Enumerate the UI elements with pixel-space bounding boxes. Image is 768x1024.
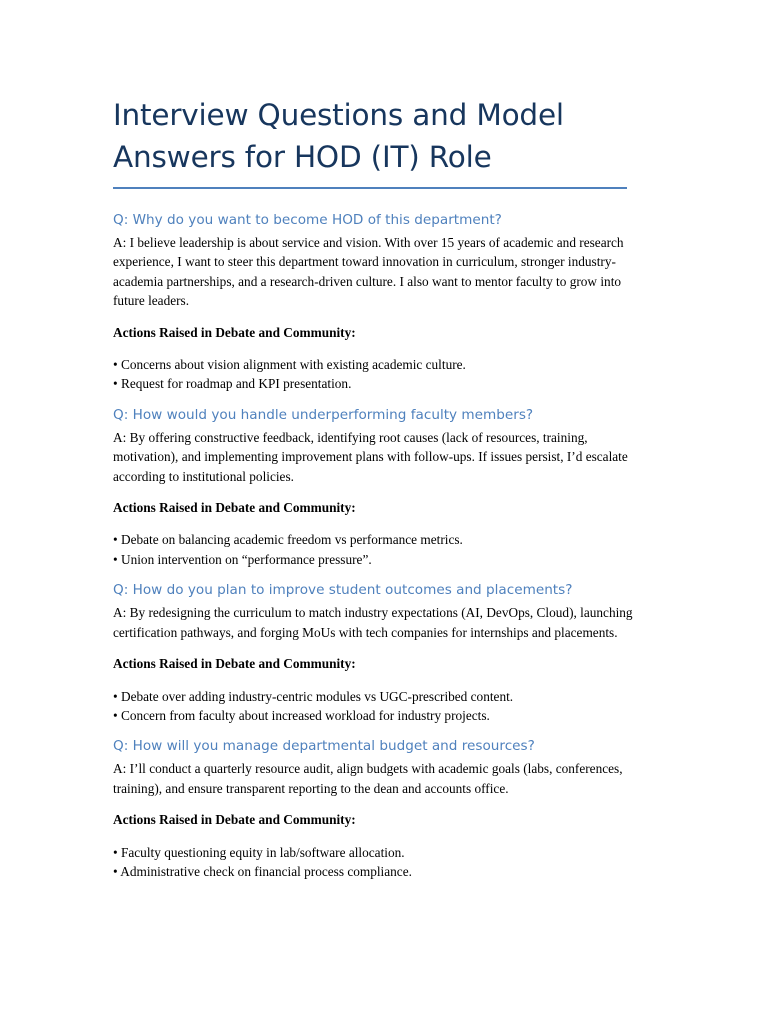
qa-section-1 [113,210,633,394]
answer-text: A: I believe leadership is about service and vision. With over 15 years of academic and research experience, I want to steer this department toward innovation in curriculum, stronger industry-academia partnerships, and a research-driven culture. I also want to mentor faculty to grow into future leaders. [113,235,624,309]
bullet-item: • Faculty questioning equity in lab/software allocation. [113,844,405,860]
question-heading: Q: How would you handle underperforming faculty members? [113,406,534,423]
bullet-item: • Debate over adding industry-centric modules vs UGC-prescribed content. [113,688,514,704]
question-heading: Q: How will you manage departmental budget and resources? [113,738,535,755]
actions-heading: Actions Raised in Debate and Community: [113,324,356,340]
actions-heading: Actions Raised in Debate and Community: [113,500,356,516]
title-line-1: Interview Questions and Model [113,98,564,132]
bullet-item: • Concern from faculty about increased workload for industry projects. [113,707,490,723]
bullet-item: • Union intervention on “performance pressure”. [113,551,372,567]
qa-section-4 [113,736,633,881]
bullet-item: • Concerns about vision alignment with existing academic culture. [113,357,466,373]
actions-heading: Actions Raised in Debate and Community: [113,812,356,828]
qa-section-2 [113,405,633,569]
title-line-2: Answers for HOD (IT) Role [113,140,492,174]
answer-text: A: By redesigning the curriculum to match industry expectations (AI, DevOps, Cloud), launching certification pathways, and forging MoUs with tech companies for internships and placements. [113,605,633,640]
actions-heading: Actions Raised in Debate and Community: [113,656,356,672]
document-page [113,94,633,881]
title-underline [113,187,627,189]
question-heading: Q: Why do you want to become HOD of this department? [113,212,502,228]
bullet-item: • Debate on balancing academic freedom vs performance metrics. [113,532,463,548]
answer-text: A: By offering constructive feedback, identifying root causes (lack of resources, training, motivation), and implementing improvement plans with follow-ups. If issues persist, I’d escalate according to institutional policies. [113,429,628,484]
document-title [113,94,633,178]
answer-text: A: I’ll conduct a quarterly resource audit, align budgets with academic goals (labs, conferences, training), and ensure transparent reporting to the dean and accounts office. [113,761,623,796]
bullet-item: • Administrative check on financial process compliance. [113,863,412,879]
bullet-item: • Request for roadmap and KPI presentation. [113,376,352,392]
question-heading: Q: How do you plan to improve student outcomes and placements? [113,582,573,599]
qa-section-3 [113,580,633,725]
